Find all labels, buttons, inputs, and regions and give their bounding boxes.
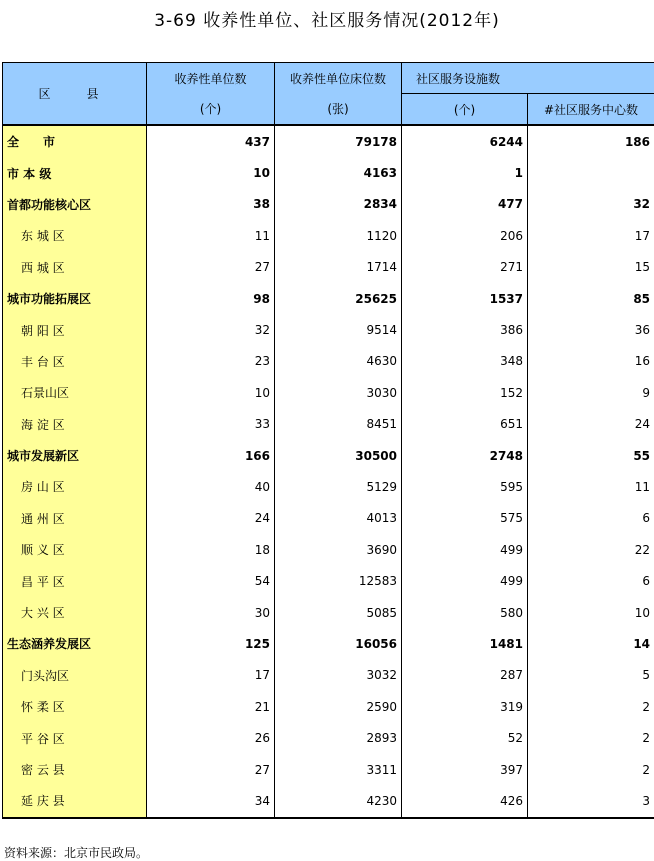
beds-cell: 8451: [275, 409, 402, 440]
table-row: [3, 754, 654, 785]
row-name-cell: 怀 柔 区: [3, 691, 147, 722]
units-cell: 54: [147, 565, 275, 596]
row-name-cell: 朝 阳 区: [3, 314, 147, 345]
beds-cell: 3032: [275, 660, 402, 691]
table-row: [3, 189, 654, 220]
facilities-cell: 319: [402, 691, 528, 722]
table-row: [3, 628, 654, 659]
centers-cell: 10: [528, 597, 654, 628]
row-name-cell: 东 城 区: [3, 220, 147, 251]
centers-cell: 6: [528, 565, 654, 596]
facilities-cell: 1: [402, 157, 528, 188]
centers-cell: 24: [528, 409, 654, 440]
beds-cell: 30500: [275, 440, 402, 471]
units-cell: 40: [147, 471, 275, 502]
row-name-cell: 首都功能核心区: [3, 189, 147, 220]
table-row: [3, 785, 654, 817]
centers-cell: 14: [528, 628, 654, 659]
centers-cell: 186: [528, 125, 654, 157]
units-cell: 24: [147, 503, 275, 534]
row-name-cell: 门头沟区: [3, 660, 147, 691]
beds-cell: 4630: [275, 346, 402, 377]
centers-cell: 2: [528, 691, 654, 722]
units-cell: 18: [147, 534, 275, 565]
row-name-cell: 顺 义 区: [3, 534, 147, 565]
facilities-cell: 6244: [402, 125, 528, 157]
units-cell: 437: [147, 125, 275, 157]
table-row: [3, 471, 654, 502]
beds-cell: 79178: [275, 125, 402, 157]
facilities-cell: 2748: [402, 440, 528, 471]
centers-cell: 36: [528, 314, 654, 345]
table-header: [3, 63, 654, 126]
units-cell: 32: [147, 314, 275, 345]
beds-cell: 4230: [275, 785, 402, 817]
row-name-cell: 城市发展新区: [3, 440, 147, 471]
units-cell: 17: [147, 660, 275, 691]
centers-cell: 5: [528, 660, 654, 691]
row-name-cell: 房 山 区: [3, 471, 147, 502]
centers-cell: 2: [528, 754, 654, 785]
row-name-cell: 通 州 区: [3, 503, 147, 534]
units-cell: 10: [147, 377, 275, 408]
facilities-cell: 1537: [402, 283, 528, 314]
header-region: 区 县: [3, 63, 147, 126]
table-row: [3, 409, 654, 440]
source-note: 资料来源：北京市民政局。: [4, 846, 149, 860]
row-name-cell: 西 城 区: [3, 252, 147, 283]
table-row: [3, 346, 654, 377]
beds-cell: 1714: [275, 252, 402, 283]
row-name-cell: 平 谷 区: [3, 722, 147, 753]
units-cell: 38: [147, 189, 275, 220]
centers-cell: 3: [528, 785, 654, 817]
centers-cell: 2: [528, 722, 654, 753]
facilities-cell: 477: [402, 189, 528, 220]
page-title: 3-69 收养性单位、社区服务情况(2012年): [154, 11, 500, 31]
facilities-cell: 426: [402, 785, 528, 817]
header-facilities-unit: (个): [402, 94, 528, 126]
centers-cell: [528, 157, 654, 188]
facilities-cell: 271: [402, 252, 528, 283]
table-row: [3, 377, 654, 408]
table-row: [3, 283, 654, 314]
header-units-unit: (个): [147, 94, 275, 126]
units-cell: 21: [147, 691, 275, 722]
beds-cell: 3030: [275, 377, 402, 408]
table-row: [3, 534, 654, 565]
header-units-name: 收养性单位数: [147, 63, 275, 94]
units-cell: 27: [147, 754, 275, 785]
centers-cell: 85: [528, 283, 654, 314]
header-centers-name: #社区服务中心数: [528, 94, 654, 126]
table-row: [3, 691, 654, 722]
units-cell: 30: [147, 597, 275, 628]
row-name-cell: 市 本 级: [3, 157, 147, 188]
beds-cell: 12583: [275, 565, 402, 596]
units-cell: 125: [147, 628, 275, 659]
header-beds-unit: (张): [275, 94, 402, 126]
row-name-cell: 全 市: [3, 125, 147, 157]
facilities-cell: 575: [402, 503, 528, 534]
beds-cell: 5129: [275, 471, 402, 502]
beds-cell: 3311: [275, 754, 402, 785]
table-body: [3, 125, 654, 818]
row-name-cell: 大 兴 区: [3, 597, 147, 628]
row-name-cell: 石景山区: [3, 377, 147, 408]
table-row: [3, 503, 654, 534]
statistics-table: [2, 62, 654, 819]
facilities-cell: 651: [402, 409, 528, 440]
row-name-cell: 城市功能拓展区: [3, 283, 147, 314]
beds-cell: 2834: [275, 189, 402, 220]
centers-cell: 11: [528, 471, 654, 502]
table-row: [3, 440, 654, 471]
beds-cell: 3690: [275, 534, 402, 565]
table-row: [3, 157, 654, 188]
units-cell: 26: [147, 722, 275, 753]
beds-cell: 2590: [275, 691, 402, 722]
units-cell: 10: [147, 157, 275, 188]
units-cell: 34: [147, 785, 275, 817]
table-row: [3, 252, 654, 283]
facilities-cell: 386: [402, 314, 528, 345]
beds-cell: 1120: [275, 220, 402, 251]
table-row: [3, 660, 654, 691]
facilities-cell: 206: [402, 220, 528, 251]
centers-cell: 16: [528, 346, 654, 377]
units-cell: 27: [147, 252, 275, 283]
header-facilities-name: 社区服务设施数: [402, 63, 654, 94]
facilities-cell: 152: [402, 377, 528, 408]
table-row: [3, 722, 654, 753]
beds-cell: 4013: [275, 503, 402, 534]
beds-cell: 2893: [275, 722, 402, 753]
table-row: [3, 597, 654, 628]
header-beds-name: 收养性单位床位数: [275, 63, 402, 94]
facilities-cell: 499: [402, 534, 528, 565]
centers-cell: 6: [528, 503, 654, 534]
table-row: [3, 314, 654, 345]
centers-cell: 32: [528, 189, 654, 220]
table-row: [3, 125, 654, 157]
beds-cell: 5085: [275, 597, 402, 628]
facilities-cell: 499: [402, 565, 528, 596]
beds-cell: 4163: [275, 157, 402, 188]
facilities-cell: 595: [402, 471, 528, 502]
row-name-cell: 生态涵养发展区: [3, 628, 147, 659]
row-name-cell: 昌 平 区: [3, 565, 147, 596]
beds-cell: 16056: [275, 628, 402, 659]
units-cell: 23: [147, 346, 275, 377]
row-name-cell: 丰 台 区: [3, 346, 147, 377]
beds-cell: 9514: [275, 314, 402, 345]
units-cell: 33: [147, 409, 275, 440]
centers-cell: 55: [528, 440, 654, 471]
centers-cell: 9: [528, 377, 654, 408]
table-row: [3, 565, 654, 596]
units-cell: 166: [147, 440, 275, 471]
beds-cell: 25625: [275, 283, 402, 314]
row-name-cell: 海 淀 区: [3, 409, 147, 440]
row-name-cell: 密 云 县: [3, 754, 147, 785]
facilities-cell: 580: [402, 597, 528, 628]
units-cell: 11: [147, 220, 275, 251]
centers-cell: 22: [528, 534, 654, 565]
facilities-cell: 287: [402, 660, 528, 691]
table-row: [3, 220, 654, 251]
facilities-cell: 1481: [402, 628, 528, 659]
centers-cell: 17: [528, 220, 654, 251]
row-name-cell: 延 庆 县: [3, 785, 147, 817]
facilities-cell: 52: [402, 722, 528, 753]
centers-cell: 15: [528, 252, 654, 283]
units-cell: 98: [147, 283, 275, 314]
facilities-cell: 397: [402, 754, 528, 785]
facilities-cell: 348: [402, 346, 528, 377]
